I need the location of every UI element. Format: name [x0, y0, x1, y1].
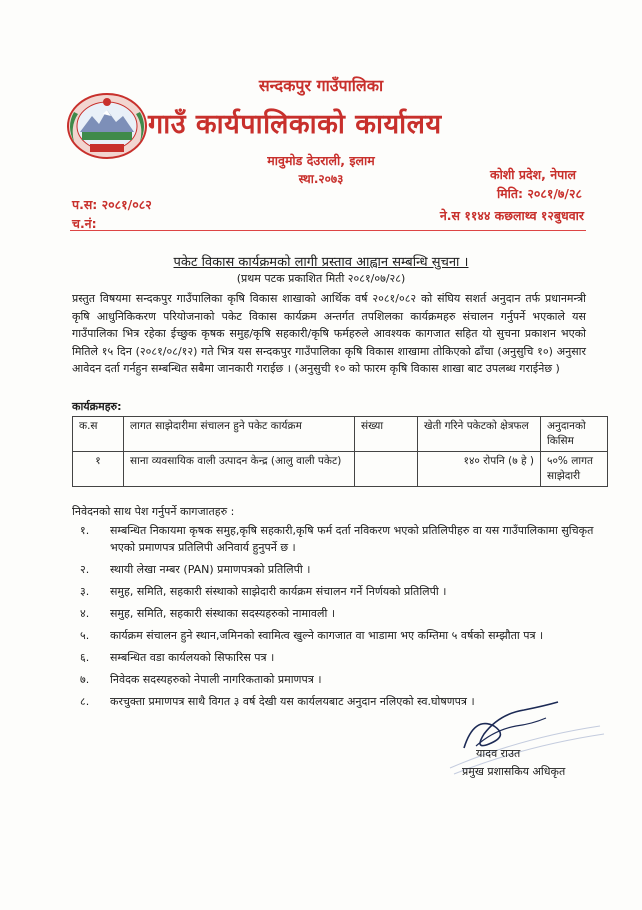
- signatory-name: यादव राउत: [476, 747, 521, 760]
- list-item: ७. निवेदक सदस्यहरुको नेपाली नागरिकताको प्रमाणपत्र ।: [80, 673, 322, 686]
- programs-table: [72, 416, 608, 487]
- column-header: क.स: [73, 417, 124, 452]
- list-item: ६. सम्बन्धित वडा कार्यलयको सिफारिस पत्र ।: [80, 651, 275, 664]
- header-divider: [70, 230, 586, 231]
- province-name: कोशी प्रदेश, नेपाल: [489, 167, 576, 182]
- notice-subtitle: (प्रथम पटक प्रकाशित मिती २०८१/०७/२८): [236, 272, 406, 285]
- list-item: १. सम्बन्धित निकायमा कृषक समुह,कृषि सहकारी,कृषि फर्म दर्ता नविकरण भएको प्रतिलिपीहरु वा यस गाउँपालिकामा सुचिकृत भएको प्रमाणपत्र प्रतिलिपी अनिवार्य हुनुपर्ने छ ।: [80, 524, 594, 554]
- column-header: अनुदानको किसिम: [541, 417, 608, 452]
- table-row: [73, 452, 608, 487]
- list-item: ४. समुह, समिति, सहकारी संस्थाका सदस्यहरुको नामावली ।: [80, 607, 336, 620]
- table-cell: ५०% लागत साझेदारी: [541, 452, 608, 487]
- list-item: २. स्थायी लेखा नम्बर (PAN) प्रमाणपत्रको प्रतिलिपी ।: [80, 563, 311, 576]
- established-year: स्था.२०७३: [298, 172, 344, 186]
- office-address: मावुमोड देउराली, इलाम: [267, 153, 375, 168]
- reference-number: प.स: २०८१/०८२: [72, 197, 152, 212]
- programs-header-row: [73, 417, 608, 452]
- programs-heading: कार्यक्रमहरु:: [72, 400, 122, 413]
- column-header: संख्या: [355, 417, 418, 452]
- letter-date: मिति: २०८१/७/२८: [496, 186, 582, 201]
- column-header: लागत साझेदारीमा संचालन हुने पकेट कार्यक्रम: [124, 417, 355, 452]
- dispatch-number: च.नं:: [72, 216, 97, 231]
- notice-body: प्रस्तुत विषयमा सन्दकपुर गाउँपालिका कृषि विकास शाखाको आर्थिक वर्ष २०८१/०८२ को संघिय सशर्त अनुदान तर्फ प्रधानमन्त्री कृषि आधुनिकिकरण परियोजनाको पकेट विकास कार्यक्रम अन्तर्गत तपशिलका कार्यक्रमहरु संचालन गर्नुपर्ने भएकाले यस गाउँपालिका भित्र रहेका ईच्छुक कृषक समुह/कृषि सहकारी/कृषि फर्महरुले आवश्यक कागजात सहित यो सुचना प्रकाशन भएको मितिले १५ दिन (२०८१/०८/१२) गते भित्र यस सन्दकपुर गाउँपालिका कृषि विकास शाखामा तोकिएको ढाँचा (अनुसुचि १०) अनुसार आवेदन दर्ता गर्नहुन सम्बन्धित सबैमा जानकारी गराईछ । (अनुसुची १० को फारम कृषि विकास शाखा बाट उपलब्ध गराईनेछ ): [72, 292, 586, 375]
- notice-title: पकेट विकास कार्यक्रमको लागी प्रस्ताव आह्वान सम्बन्धि सुचना ।: [173, 255, 469, 270]
- municipality-name: सन्दकपुर गाउँपालिका: [258, 76, 384, 95]
- list-item: ५. कार्यक्रम संचालन हुने स्थान,जमिनको स्वामित्व खुल्ने कागजात वा भाडामा भए कम्तिमा ५ वर्षको सम्झौता पत्र ।: [80, 629, 544, 642]
- table-cell: [355, 452, 418, 487]
- documents-list: [80, 522, 600, 715]
- signatory-title: प्रमुख प्रशासकिय अधिकृत: [462, 765, 566, 778]
- nepal-sambat-date: ने.स ११४४ कछलाथ्व १२बुधवार: [439, 208, 584, 223]
- list-item: ८. करचुक्ता प्रमाणपत्र साथै विगत ३ वर्ष देखी यस कार्यलयबाट अनुदान नलिएको स्व.घोषणपत्र ।: [80, 695, 475, 708]
- documents-heading: निवेदनको साथ पेश गर्नुपर्ने कागजातहरु :: [72, 505, 235, 518]
- column-header: खेती गरिने पकेटको क्षेत्रफल: [418, 417, 541, 452]
- list-item: ३. समुह, समिति, सहकारी संस्थाको साझेदारी कार्यक्रम संचालन गर्ने निर्णयको प्रतिलिपी ।: [80, 585, 447, 598]
- office-title: गाउँ कार्यपालिकाको कार्यालय: [148, 109, 442, 140]
- table-cell: साना व्यवसायिक वाली उत्पादन केन्द्र (आलु वाली पकेट): [124, 452, 355, 487]
- table-cell: १४० रोपनि (७ हे ): [418, 452, 541, 487]
- table-cell: १: [73, 452, 124, 487]
- municipality-emblem: [66, 92, 148, 160]
